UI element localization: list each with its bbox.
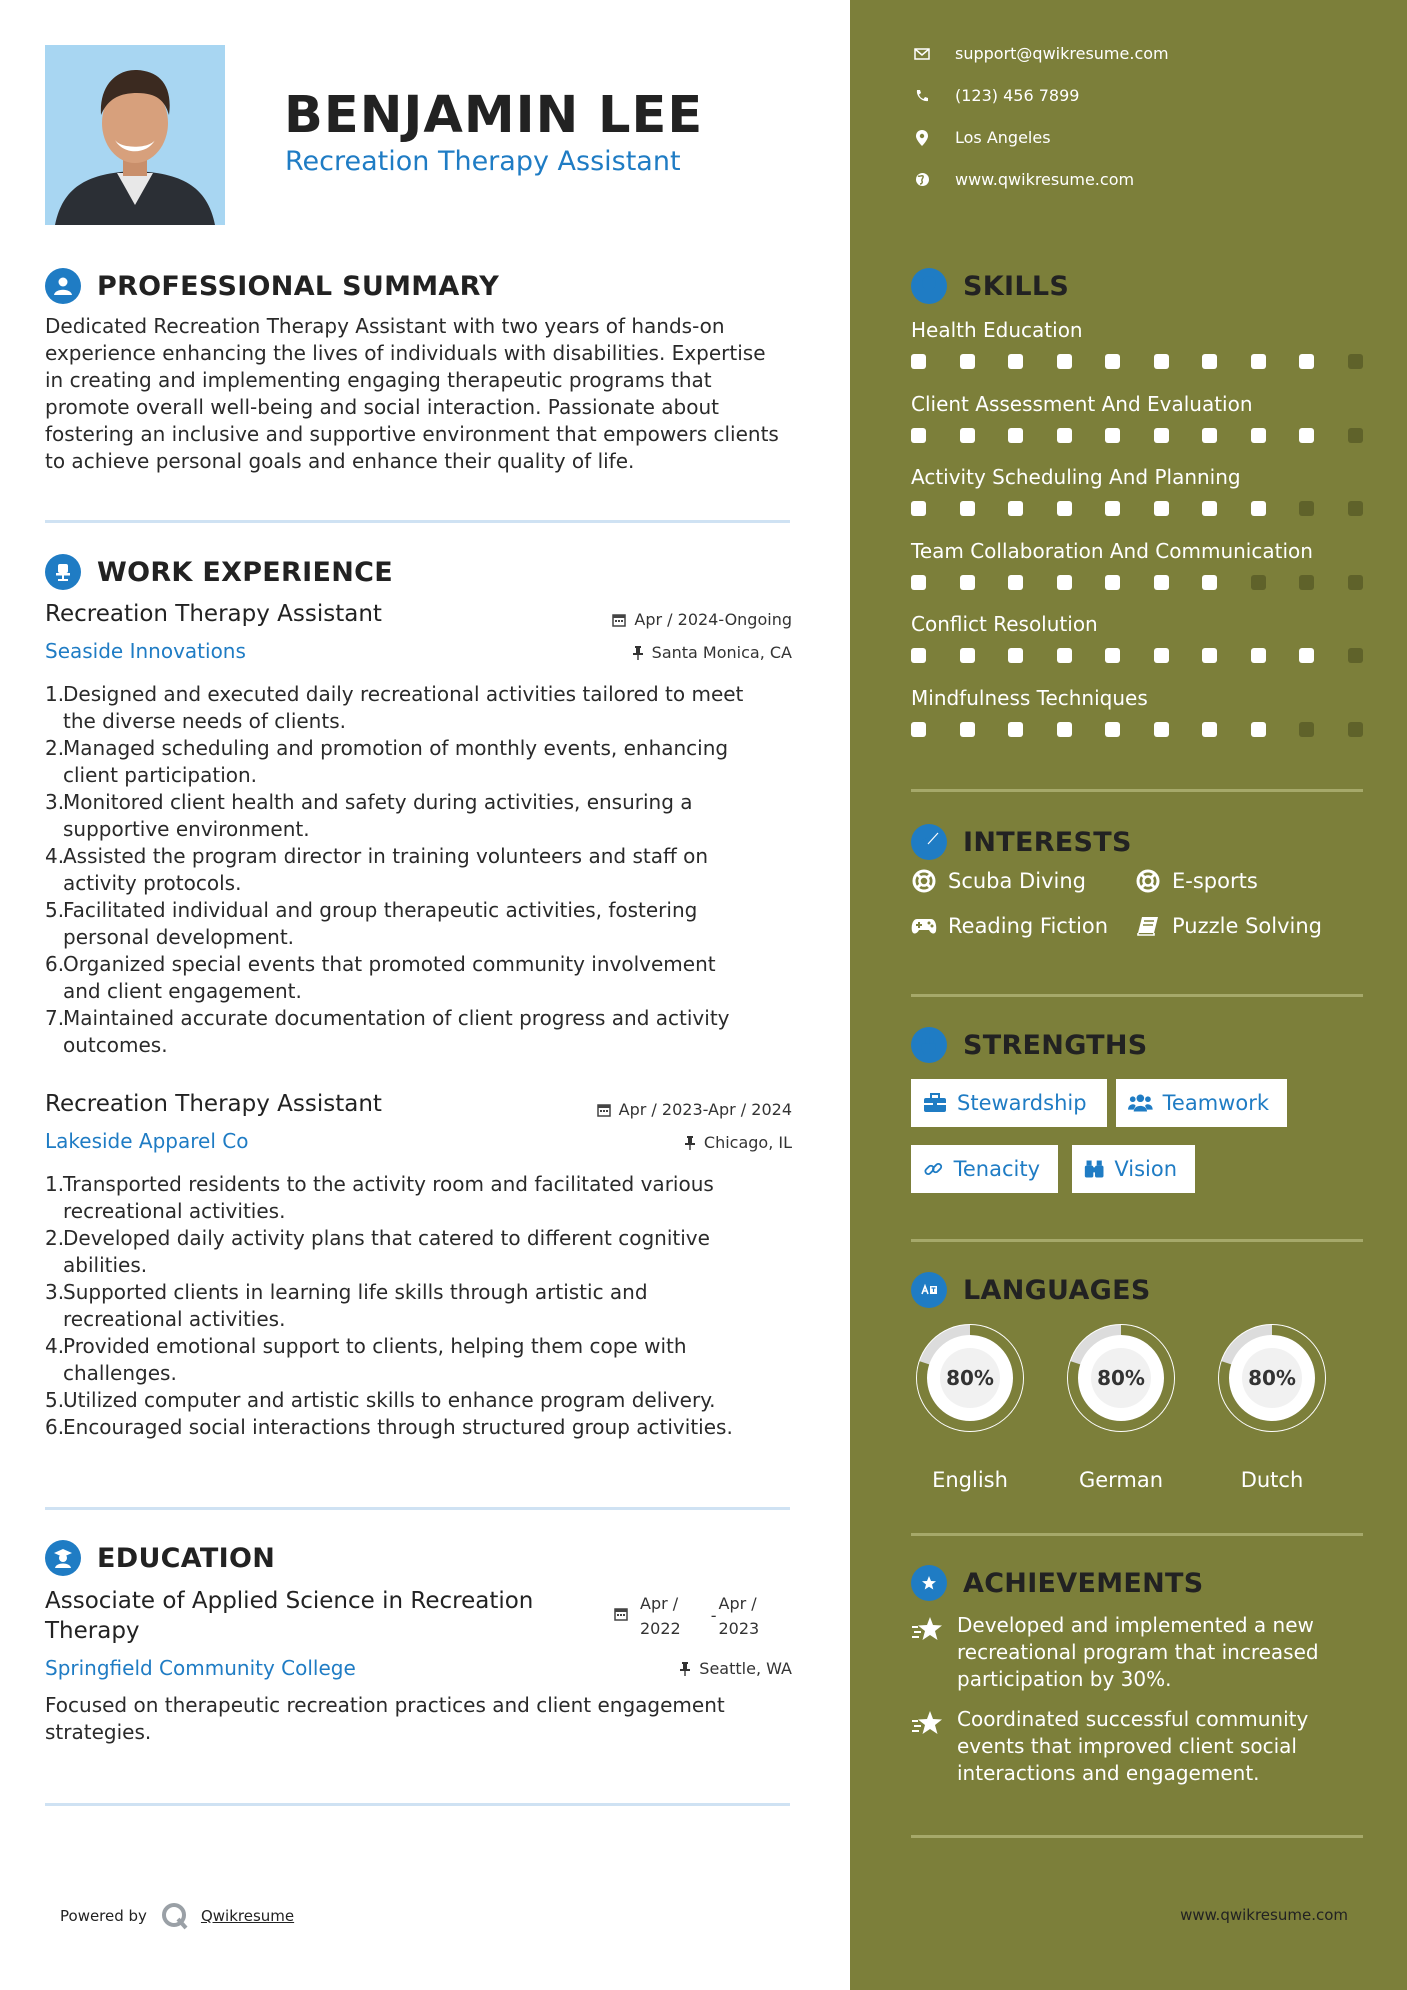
- skill-name: Conflict Resolution: [911, 612, 1098, 636]
- achievements-heading: [911, 1565, 1204, 1601]
- skill-dot-filled: [1251, 648, 1266, 663]
- divider: [45, 520, 790, 523]
- interest-item: Reading Fiction: [911, 914, 1108, 938]
- skill-dot-filled: [1202, 501, 1217, 516]
- chair-icon: [45, 554, 81, 590]
- job-date-text: Apr / 2024-Ongoing: [634, 610, 792, 629]
- skill-dot-filled: [911, 501, 926, 516]
- divider: [911, 1835, 1363, 1838]
- language-item: [910, 1318, 1030, 1492]
- skill-dot-filled: [960, 501, 975, 516]
- strengths-title: STRENGTHS: [963, 1029, 1148, 1061]
- list-item: 3. Monitored client health and safety during activities, ensuring a supportive environment.: [45, 790, 693, 841]
- job-company: Seaside Innovations: [45, 639, 246, 663]
- skill-dot-filled: [1008, 354, 1023, 369]
- skill-dot-filled: [1299, 648, 1314, 663]
- skill-dot-filled: [911, 575, 926, 590]
- divider: [911, 1239, 1363, 1242]
- job-title: Recreation Therapy Assistant: [45, 601, 382, 627]
- skill-dot-filled: [1008, 575, 1023, 590]
- shooting-star-icon: [911, 1616, 943, 1642]
- skill-dot-filled: [1008, 501, 1023, 516]
- calendar-icon: [614, 1607, 628, 1621]
- skill-level-dots: [911, 575, 1396, 590]
- skill-dot-empty: [1299, 501, 1314, 516]
- skill-dot-filled: [1251, 501, 1266, 516]
- skill-dot-filled: [1202, 428, 1217, 443]
- language-item: [1061, 1318, 1181, 1492]
- job-company: Lakeside Apparel Co: [45, 1129, 249, 1153]
- binoculars-icon: [1084, 1158, 1104, 1180]
- degree-title: Associate of Applied Science in Recreation Therapy: [45, 1588, 534, 1644]
- language-item: [1212, 1318, 1332, 1492]
- skill-dot-filled: [1154, 501, 1169, 516]
- list-item: 1. Transported residents to the activity room and facilitated various recreational activities.: [45, 1172, 714, 1223]
- skill-dot-filled: [1154, 722, 1169, 737]
- skill-dot-empty: [1251, 575, 1266, 590]
- skill-dot-filled: [960, 428, 975, 443]
- skill-dot-empty: [1348, 575, 1363, 590]
- job-title: Recreation Therapy Assistant: [45, 1091, 382, 1117]
- qwikresume-link[interactable]: Qwikresume: [200, 1907, 295, 1925]
- skill-dot-filled: [1008, 648, 1023, 663]
- skill-dot-filled: [911, 648, 926, 663]
- skill-dot-filled: [1057, 354, 1072, 369]
- skill-dot-filled: [1057, 575, 1072, 590]
- skill-dot-filled: [1008, 428, 1023, 443]
- shooting-star-icon: [911, 1710, 943, 1736]
- skill-dot-filled: [1202, 575, 1217, 590]
- skill-dot-empty: [1348, 501, 1363, 516]
- skill-dot-filled: [1057, 501, 1072, 516]
- divider: [45, 1507, 790, 1510]
- skill-dot-filled: [1105, 354, 1120, 369]
- language-percent: 80%: [1248, 1366, 1296, 1390]
- language-percent: 80%: [946, 1366, 994, 1390]
- language-percent: 80%: [1097, 1366, 1145, 1390]
- skill-dot-filled: [1154, 648, 1169, 663]
- skill-dot-filled: [1105, 575, 1120, 590]
- achievement-item: Developed and implemented a new recreational program that increased participation by 30%.: [911, 1612, 1361, 1693]
- school-name: Springfield Community College: [45, 1656, 356, 1680]
- footer-website[interactable]: www.qwikresume.com: [1180, 1906, 1348, 1924]
- skill-dot-empty: [1348, 648, 1363, 663]
- language-name: English: [932, 1468, 1008, 1492]
- skill-dot-filled: [1057, 428, 1072, 443]
- list-item: 5. Facilitated individual and group therapeutic activities, fostering personal development.: [45, 898, 698, 949]
- skill-level-dots: [911, 428, 1396, 443]
- list-item: 5. Utilized computer and artistic skills to enhance program delivery.: [45, 1388, 716, 1412]
- calendar-icon: [612, 613, 626, 627]
- skill-dot-filled: [1154, 354, 1169, 369]
- interest-item: E-sports: [1135, 869, 1258, 893]
- briefcase-icon: [923, 1093, 947, 1113]
- powered-by: [60, 1902, 294, 1930]
- skill-level-dots: [911, 501, 1396, 516]
- languages-title: LANGUAGES: [963, 1274, 1151, 1306]
- skill-dot-filled: [1105, 428, 1120, 443]
- users-icon: [1128, 1093, 1153, 1113]
- job-date: [612, 610, 792, 629]
- skill-dot-filled: [1299, 428, 1314, 443]
- skill-name: Health Education: [911, 318, 1083, 342]
- strength-chip: Vision: [1072, 1145, 1195, 1193]
- skill-dot-filled: [1057, 722, 1072, 737]
- fist-icon: [911, 1027, 947, 1063]
- phone-icon: [915, 89, 929, 103]
- job-date-text: Apr / 2023-Apr / 2024: [618, 1100, 792, 1119]
- skill-level-dots: [911, 648, 1396, 663]
- summary-heading: [45, 268, 499, 304]
- contact-website[interactable]: www.qwikresume.com: [911, 170, 1134, 189]
- skills-heading: [911, 268, 1069, 304]
- strength-chip: Tenacity: [911, 1145, 1058, 1193]
- skill-name: Client Assessment And Evaluation: [911, 391, 1253, 416]
- pin-icon: [684, 1136, 696, 1150]
- qwikresume-logo-icon: [161, 1902, 189, 1930]
- skill-dot-empty: [1299, 722, 1314, 737]
- education-date: Apr / 2022 - Apr / 2023: [614, 1591, 759, 1641]
- job-bullets: [45, 681, 790, 1059]
- strength-chip: Stewardship: [911, 1079, 1107, 1127]
- interests-title: INTERESTS: [963, 826, 1132, 858]
- skill-dot-filled: [1251, 354, 1266, 369]
- skill-dot-filled: [1057, 648, 1072, 663]
- skill-dot-filled: [1251, 722, 1266, 737]
- lifebuoy-icon: [912, 869, 936, 893]
- language-name: Dutch: [1240, 1468, 1304, 1492]
- user-icon: [45, 268, 81, 304]
- divider: [911, 994, 1363, 997]
- language-progress-ring: [1061, 1318, 1181, 1438]
- work-heading: [45, 554, 393, 590]
- gamepad-icon: [911, 917, 937, 935]
- list-item: 2. Managed scheduling and promotion of monthly events, enhancing client participation.: [45, 736, 729, 787]
- achievements-title: ACHIEVEMENTS: [963, 1567, 1204, 1599]
- skill-dot-filled: [1154, 575, 1169, 590]
- book-icon: [1137, 916, 1159, 936]
- education-location: Seattle, WA: [679, 1659, 792, 1678]
- pin-icon: [632, 646, 644, 660]
- language-progress-ring: [910, 1318, 1030, 1438]
- skill-dot-filled: [960, 722, 975, 737]
- skill-name: Team Collaboration And Communication: [911, 538, 1313, 563]
- powered-by-label: Powered by: [60, 1907, 147, 1925]
- globe-icon: [915, 172, 930, 187]
- graduate-icon: [45, 1540, 81, 1576]
- divider: [45, 1803, 790, 1806]
- education-description: Focused on therapeutic recreation practices and client engagement strategies.: [45, 1693, 725, 1744]
- skill-dot-filled: [911, 354, 926, 369]
- skill-dot-filled: [1202, 722, 1217, 737]
- skill-dot-filled: [911, 722, 926, 737]
- skill-dot-filled: [1299, 354, 1314, 369]
- skill-dot-filled: [1202, 354, 1217, 369]
- lightbulb-icon: [911, 268, 947, 304]
- work-title: WORK EXPERIENCE: [97, 556, 393, 588]
- skill-level-dots: [911, 722, 1396, 737]
- interests-heading: [911, 824, 1132, 860]
- skill-dot-filled: [1154, 428, 1169, 443]
- pin-icon: [679, 1662, 691, 1676]
- list-item: 6. Organized special events that promoted community involvement and client engagement.: [45, 952, 716, 1003]
- calendar-icon: [597, 1103, 611, 1117]
- strength-chip: Teamwork: [1116, 1079, 1287, 1127]
- candidate-role: Recreation Therapy Assistant: [285, 146, 681, 177]
- skill-dot-empty: [1348, 428, 1363, 443]
- skill-dot-filled: [911, 428, 926, 443]
- profile-photo: [45, 45, 225, 225]
- job-location: [632, 643, 792, 662]
- interest-item: Scuba Diving: [911, 869, 1086, 893]
- star-badge-icon: [911, 1565, 947, 1601]
- language-name: German: [1078, 1468, 1164, 1492]
- summary-text: Dedicated Recreation Therapy Assistant with two years of hands-on experience enhancing the lives of individuals with disabilities. Expertise in creating and implementing engaging therapeutic programs that promote overall well-being and social interaction. Passionate about fostering an inclusive and supportive environment that empowers clients to achieve personal goals and enhance their quality of life.: [45, 314, 779, 473]
- skill-name: Activity Scheduling And Planning: [911, 465, 1241, 489]
- job-bullets: [45, 1171, 790, 1441]
- translate-icon: [911, 1272, 947, 1308]
- skill-dot-empty: [1348, 354, 1363, 369]
- summary-title: PROFESSIONAL SUMMARY: [97, 270, 500, 302]
- list-item: 1. Designed and executed daily recreational activities tailored to meet the diverse needs of clients.: [45, 682, 744, 733]
- skill-dot-filled: [960, 354, 975, 369]
- skills-title: SKILLS: [963, 270, 1070, 302]
- job-date: [597, 1100, 792, 1119]
- language-progress-ring: [1212, 1318, 1332, 1438]
- list-item: 4. Provided emotional support to clients, helping them cope with challenges.: [45, 1334, 687, 1385]
- skill-dot-filled: [960, 648, 975, 663]
- education-heading: [45, 1540, 275, 1576]
- skill-dot-filled: [960, 575, 975, 590]
- skill-dot-empty: [1348, 722, 1363, 737]
- link-icon: [923, 1158, 944, 1180]
- divider: [911, 1533, 1363, 1536]
- skill-dot-filled: [1008, 722, 1023, 737]
- email-icon: [914, 48, 930, 60]
- location-icon: [916, 130, 928, 146]
- skill-dot-filled: [1105, 722, 1120, 737]
- achievement-item: Coordinated successful community events that improved client social interactions and engagement.: [911, 1706, 1361, 1787]
- strengths-heading: [911, 1027, 1148, 1063]
- skill-dot-filled: [1105, 501, 1120, 516]
- paper-plane-icon: [911, 824, 947, 860]
- divider: [911, 789, 1363, 792]
- skill-level-dots: [911, 354, 1396, 369]
- languages-heading: [911, 1272, 1151, 1308]
- contact-email[interactable]: support@qwikresume.com: [911, 44, 1169, 63]
- education-title: EDUCATION: [97, 1542, 276, 1574]
- interest-item: Puzzle Solving: [1135, 914, 1322, 938]
- skill-dot-empty: [1299, 575, 1314, 590]
- list-item: 2. Developed daily activity plans that catered to different cognitive abilities.: [45, 1226, 710, 1277]
- skill-dot-filled: [1202, 648, 1217, 663]
- contact-location: Los Angeles: [911, 128, 1051, 147]
- skill-dot-filled: [1251, 428, 1266, 443]
- skill-dot-filled: [1105, 648, 1120, 663]
- candidate-name: BENJAMIN LEE: [284, 86, 704, 145]
- skill-name: Mindfulness Techniques: [911, 685, 1148, 710]
- job-location: [684, 1133, 792, 1152]
- contact-phone[interactable]: (123) 456 7899: [911, 86, 1079, 105]
- list-item: 7. Maintained accurate documentation of client progress and activity outcomes.: [45, 1006, 730, 1057]
- job-location-text: Santa Monica, CA: [651, 643, 792, 662]
- list-item: 6. Encouraged social interactions through structured group activities.: [45, 1415, 733, 1439]
- job-location-text: Chicago, IL: [703, 1133, 792, 1152]
- lifebuoy-icon: [1136, 869, 1160, 893]
- list-item: 3. Supported clients in learning life skills through artistic and recreational activities.: [45, 1280, 648, 1331]
- list-item: 4. Assisted the program director in training volunteers and staff on activity protocols.: [45, 844, 709, 895]
